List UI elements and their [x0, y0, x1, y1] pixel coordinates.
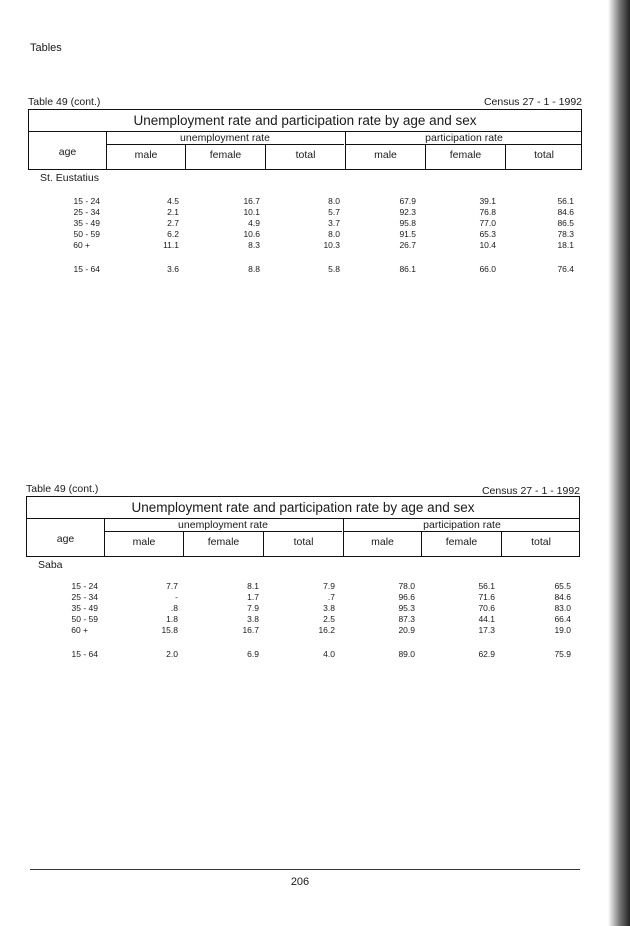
value-cell: 16.7 [243, 196, 260, 206]
col-header-unemployment-total: total [293, 536, 314, 548]
value-cell: 26.7 [399, 240, 416, 250]
value-cell: 91.5 [399, 229, 416, 239]
age-cell: 60 + [71, 625, 88, 635]
age-cell: 25 - 34 [71, 592, 98, 602]
value-cell: 44.1 [478, 614, 495, 624]
age-cell: 15 - 24 [71, 581, 98, 591]
table-total-row [0, 649, 630, 660]
value-cell: 67.9 [399, 196, 416, 206]
value-cell: .7 [327, 592, 335, 602]
value-cell: 8.3 [248, 240, 260, 250]
value-cell: 19.0 [554, 625, 571, 635]
table-row [0, 614, 630, 625]
value-cell: 62.9 [478, 649, 495, 659]
participation-group-label: participation rate [425, 132, 503, 144]
unemployment-group-label: unemployment rate [180, 132, 270, 144]
age-cell: 60 + [73, 240, 90, 250]
value-cell: 4.0 [323, 649, 335, 659]
value-cell: 2.1 [167, 207, 179, 217]
value-cell: 66.0 [479, 264, 496, 274]
table-row [0, 240, 630, 251]
table-title: Unemployment rate and participation rate by age and sex [27, 497, 579, 519]
value-cell: 2.7 [167, 218, 179, 228]
value-cell: 15.8 [161, 625, 178, 635]
value-cell: 10.3 [323, 240, 340, 250]
value-cell: 78.3 [557, 229, 574, 239]
value-cell: 78.0 [398, 581, 415, 591]
value-cell: 11.1 [163, 240, 179, 250]
value-cell: 70.6 [478, 603, 495, 613]
value-cell: 76.8 [479, 207, 496, 217]
section-label: St. Eustatius [40, 172, 99, 184]
value-cell: 65.3 [479, 229, 496, 239]
table-header [26, 496, 580, 557]
unemployment-group-label: unemployment rate [178, 519, 268, 531]
census-label: Census 27 - 1 - 1992 [481, 485, 580, 497]
col-header-participation-male: male [374, 149, 397, 161]
value-cell: 86.1 [399, 264, 416, 274]
value-cell: 95.3 [398, 603, 415, 613]
col-header-unemployment-male: male [132, 536, 156, 548]
value-cell: 7.7 [166, 581, 178, 591]
value-cell: 8.0 [328, 229, 340, 239]
value-cell: 84.6 [554, 592, 571, 602]
value-cell: 5.7 [328, 207, 340, 217]
value-cell: 5.8 [328, 264, 340, 274]
table-row [0, 625, 630, 636]
footer-rule [30, 869, 580, 870]
age-cell: 15 - 64 [71, 649, 98, 659]
table-total-row [0, 264, 630, 275]
page-number: 206 [290, 876, 310, 888]
table-caption: Table 49 (cont.) [28, 96, 101, 108]
table-row [0, 229, 630, 240]
age-cell: 15 - 64 [73, 264, 100, 274]
value-cell: 75.9 [554, 649, 571, 659]
value-cell: 17.3 [478, 625, 495, 635]
value-cell: 6.9 [247, 649, 259, 659]
value-cell: 77.0 [479, 218, 496, 228]
table-title: Unemployment rate and participation rate by age and sex [29, 110, 581, 132]
table-row [0, 603, 630, 614]
col-header-participation-female: female [449, 149, 482, 161]
col-header-participation-total: total [531, 536, 551, 548]
value-cell: 66.4 [554, 614, 571, 624]
value-cell: 10.4 [479, 240, 496, 250]
value-cell: 16.7 [242, 625, 259, 635]
value-cell: 71.6 [478, 592, 495, 602]
age-cell: 35 - 49 [73, 218, 100, 228]
table-row [0, 207, 630, 218]
table-row [0, 581, 630, 592]
value-cell: 1.8 [166, 614, 178, 624]
age-cell: 50 - 59 [73, 229, 100, 239]
value-cell: 8.1 [247, 581, 259, 591]
value-cell: 56.1 [557, 196, 574, 206]
table-row [0, 196, 630, 207]
table-row [0, 592, 630, 603]
col-header-participation-total: total [534, 149, 554, 161]
value-cell: 2.0 [166, 649, 178, 659]
value-cell: 3.8 [323, 603, 335, 613]
value-cell: 2.5 [323, 614, 335, 624]
census-label: Census 27 - 1 - 1992 [483, 96, 582, 108]
value-cell: 39.1 [479, 196, 496, 206]
col-header-participation-male: male [371, 536, 394, 548]
table-header [28, 109, 582, 170]
value-cell: - [175, 592, 178, 602]
value-cell: 8.8 [248, 264, 260, 274]
value-cell: .8 [170, 603, 178, 613]
value-cell: 86.5 [557, 218, 574, 228]
value-cell: 95.8 [399, 218, 416, 228]
col-header-unemployment-total: total [295, 149, 316, 161]
value-cell: 92.3 [399, 207, 416, 217]
value-cell: 20.9 [398, 625, 415, 635]
age-cell: 50 - 59 [71, 614, 98, 624]
running-head: Tables [30, 42, 62, 54]
value-cell: 89.0 [398, 649, 415, 659]
value-cell: 56.1 [478, 581, 495, 591]
table-caption: Table 49 (cont.) [26, 483, 99, 495]
col-header-unemployment-male: male [134, 149, 158, 161]
col-header-age: age [58, 146, 77, 158]
value-cell: 3.8 [247, 614, 259, 624]
value-cell: 4.5 [167, 196, 179, 206]
col-header-age: age [56, 533, 75, 545]
value-cell: 65.5 [554, 581, 571, 591]
value-cell: 10.6 [243, 229, 260, 239]
value-cell: 76.4 [557, 264, 574, 274]
value-cell: 3.7 [328, 218, 340, 228]
value-cell: 8.0 [328, 196, 340, 206]
col-header-participation-female: female [445, 536, 478, 548]
col-header-unemployment-female: female [207, 536, 240, 548]
value-cell: 7.9 [247, 603, 259, 613]
age-cell: 15 - 24 [73, 196, 100, 206]
table-row [0, 218, 630, 229]
value-cell: 18.1 [557, 240, 574, 250]
value-cell: 7.9 [323, 581, 335, 591]
value-cell: 4.9 [248, 218, 260, 228]
value-cell: 1.7 [247, 592, 259, 602]
value-cell: 96.6 [398, 592, 415, 602]
page-edge-shadow [608, 0, 630, 926]
age-cell: 25 - 34 [73, 207, 100, 217]
participation-group-label: participation rate [423, 519, 501, 531]
value-cell: 3.6 [167, 264, 179, 274]
age-cell: 35 - 49 [71, 603, 98, 613]
section-label: Saba [38, 559, 63, 571]
col-header-unemployment-female: female [209, 149, 242, 161]
value-cell: 84.6 [557, 207, 574, 217]
value-cell: 10.1 [243, 207, 260, 217]
value-cell: 83.0 [554, 603, 571, 613]
value-cell: 87.3 [398, 614, 415, 624]
value-cell: 16.2 [318, 625, 335, 635]
value-cell: 6.2 [167, 229, 179, 239]
